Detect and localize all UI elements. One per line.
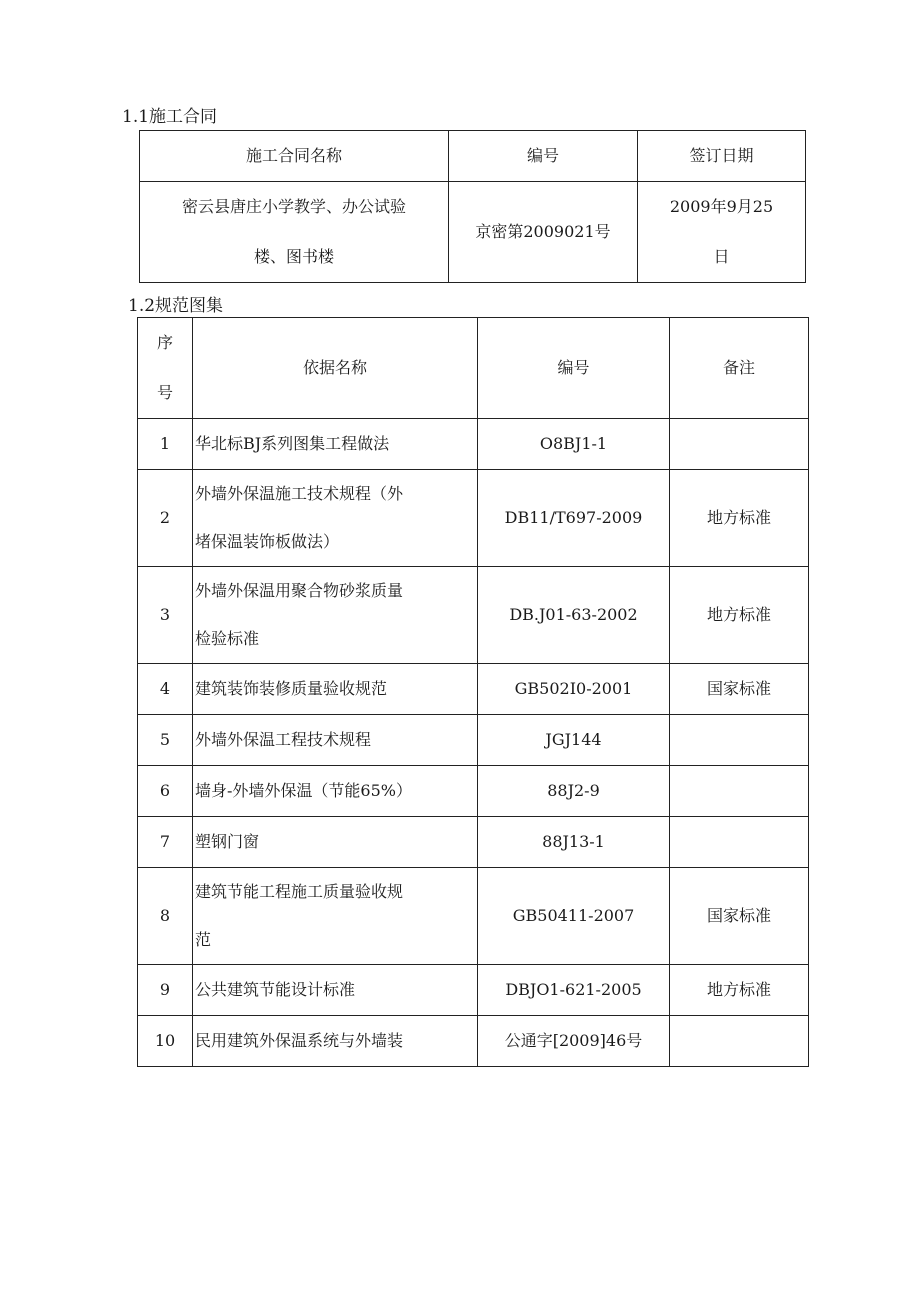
seq-cell: 4: [138, 664, 193, 715]
basis-name-cell: [193, 470, 478, 567]
note-cell: 国家标准: [670, 868, 809, 965]
seq-cell: 10: [138, 1016, 193, 1067]
basis-name-line: 检验标准: [195, 629, 260, 648]
seq-header: [138, 318, 193, 419]
contract-number-header: 编号: [449, 131, 638, 182]
standard-number-header: 编号: [478, 318, 670, 419]
seq-cell: 5: [138, 715, 193, 766]
seq-cell: 8: [138, 868, 193, 965]
note-cell: [670, 715, 809, 766]
basis-name-line: 公共建筑节能设计标准: [195, 980, 356, 999]
standards-row: [138, 664, 809, 715]
contract-table: [139, 130, 806, 283]
contract-name-line: 楼、图书楼: [253, 247, 334, 266]
basis-name-cell: [193, 766, 478, 817]
basis-name-line: 外墙外保温工程技术规程: [195, 730, 372, 749]
standard-number-cell: O8BJ1-1: [478, 419, 670, 470]
note-cell: [670, 419, 809, 470]
basis-name-cell: [193, 965, 478, 1016]
note-cell: 地方标准: [670, 567, 809, 664]
section-heading-contract: 1.1施工合同: [122, 107, 218, 127]
standards-table: [137, 317, 809, 1067]
standard-number-cell: DB.J01-63-2002: [478, 567, 670, 664]
contract-row: [140, 182, 806, 283]
note-cell: 地方标准: [670, 470, 809, 567]
standards-row: [138, 1016, 809, 1067]
seq-header-line: 号: [156, 383, 173, 402]
basis-name-line: 堵保温装饰板做法）: [195, 532, 340, 551]
standard-number-cell: 88J2-9: [478, 766, 670, 817]
basis-name-cell: [193, 715, 478, 766]
basis-name-header: 依据名称: [193, 318, 478, 419]
contract-date-cell: [638, 182, 806, 283]
seq-cell: 6: [138, 766, 193, 817]
basis-name-line: 外墙外保温用聚合物砂浆质量: [195, 581, 404, 600]
standards-row: [138, 868, 809, 965]
contract-name-line: 密云县唐庄小学教学、办公试验: [181, 197, 406, 216]
basis-name-line: 建筑节能工程施工质量验收规: [195, 882, 404, 901]
contract-date-line: 2009年9月25: [669, 197, 774, 216]
basis-name-cell: [193, 664, 478, 715]
standards-row: [138, 419, 809, 470]
basis-name-line: 民用建筑外保温系统与外墙装: [195, 1031, 404, 1050]
contract-header-row: [140, 131, 806, 182]
seq-cell: 9: [138, 965, 193, 1016]
seq-cell: 2: [138, 470, 193, 567]
note-cell: 地方标准: [670, 965, 809, 1016]
standard-number-cell: GB50411-2007: [478, 868, 670, 965]
seq-cell: 1: [138, 419, 193, 470]
basis-name-line: 建筑装饰装修质量验收规范: [195, 679, 388, 698]
contract-date-header: 签订日期: [638, 131, 806, 182]
contract-name-cell: [140, 182, 449, 283]
note-cell: 国家标准: [670, 664, 809, 715]
standards-row: [138, 470, 809, 567]
standard-number-cell: DBJO1-621-2005: [478, 965, 670, 1016]
seq-cell: 7: [138, 817, 193, 868]
contract-name-header: 施工合同名称: [140, 131, 449, 182]
standards-row: [138, 567, 809, 664]
note-header: 备注: [670, 318, 809, 419]
note-cell: [670, 766, 809, 817]
contract-number-cell: 京密第2009021号: [449, 182, 638, 283]
standard-number-cell: JGJ144: [478, 715, 670, 766]
basis-name-line: 华北标BJ系列图集工程做法: [195, 434, 390, 453]
standard-number-cell: DB11/T697-2009: [478, 470, 670, 567]
basis-name-cell: [193, 419, 478, 470]
section-heading-standards: 1.2规范图集: [128, 296, 224, 316]
standard-number-cell: GB502I0-2001: [478, 664, 670, 715]
basis-name-cell: [193, 868, 478, 965]
basis-name-line: 范: [195, 930, 212, 949]
basis-name-line: 塑钢门窗: [195, 832, 260, 851]
standards-row: [138, 817, 809, 868]
seq-header-line: 序: [156, 333, 173, 352]
basis-name-cell: [193, 567, 478, 664]
basis-name-cell: [193, 1016, 478, 1067]
basis-name-line: 墙身-外墙外保温（节能65%）: [195, 781, 412, 800]
basis-name-cell: [193, 817, 478, 868]
note-cell: [670, 1016, 809, 1067]
standard-number-cell: 88J13-1: [478, 817, 670, 868]
standards-row: [138, 965, 809, 1016]
standards-row: [138, 715, 809, 766]
contract-date-line: 日: [713, 247, 730, 266]
basis-name-line: 外墙外保温施工技术规程（外: [195, 484, 404, 503]
standards-header-row: [138, 318, 809, 419]
seq-cell: 3: [138, 567, 193, 664]
standard-number-cell: 公通字[2009]46号: [478, 1016, 670, 1067]
standards-row: [138, 766, 809, 817]
note-cell: [670, 817, 809, 868]
